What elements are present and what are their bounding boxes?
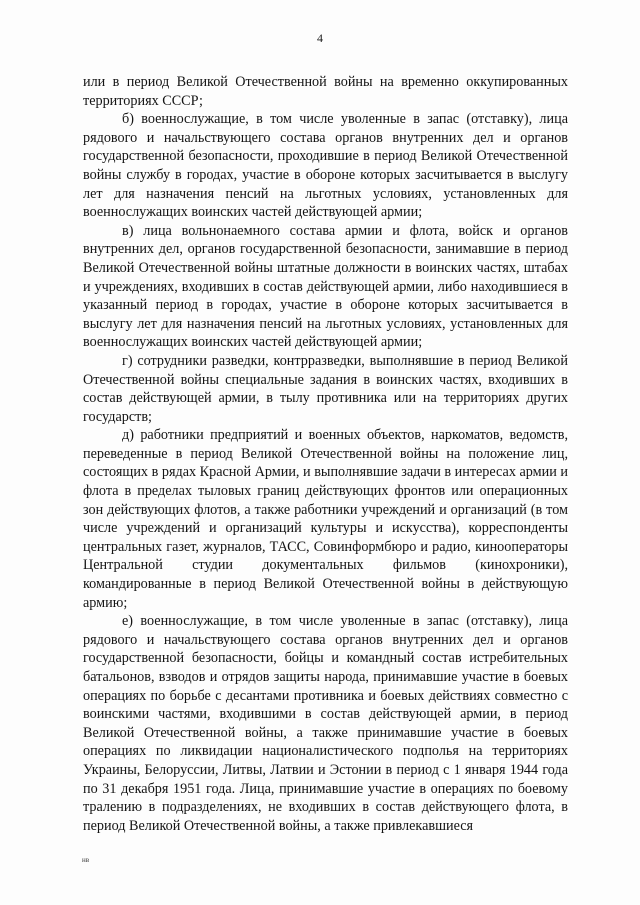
paragraph-continuation: или в период Великой Отечественной войны на временно оккупированных территориях СССР; <box>83 74 568 109</box>
paragraph-v: в) лица вольнонаемного состава армии и флота, войск и органов внутренних дел, органов государственной безопасности, занимавшие в период Великой Отечественной войны штатные должности в воинских частях, штабах и учреждениях, входивших в состав действующей армии, либо находившиеся в указанный период в городах, участие в обороне которых засчитывается в выслугу лет для назначения пенсий на льготных условиях, установленных для военнослужащих воинских частей действующей армии; <box>83 222 568 351</box>
paragraph-e: е) военнослужащие, в том числе уволенные в запас (отставку), лица рядового и начальствующего состава органов внутренних дел и органов государственной безопасности, бойцы и командный состав истребительных батальонов, взводов и отрядов защиты народа, принимавшие участие в боевых операциях по борьбе с десантами противника и боевых действиях совместно с воинскими частями, входившими в состав действующей армии, в период Великой Отечественной войны, а также принимавшие участие в боевых операциях по ликвидации националистического подполья на территориях Украины, Белоруссии, Литвы, Латвии и Эстонии в период с 1 января 1944 года по 31 декабря 1951 года. Лица, принимавшие участие в операциях по боевому тралению в подразделениях, не входивших в состав действующего флота, в период Великой Отечественной войны, а также привлекавшиеся <box>83 613 568 834</box>
paragraph-d: д) работники предприятий и военных объектов, наркоматов, ведомств, переведенные в период Великой Отечественной войны на положение лиц, состоящих в рядах Красной Армии, и выполнявшие задачи в интересах армии и флота в пределах тыловых границ действующих фронтов или операционных зон действующих флотов, а также работники учреждений и организаций (в том числе учреждений и организаций культуры и искусства), корреспонденты центральных газет, журналов, ТАСС, Совинформбюро и радио, кинооператоры Центральной студии документальных фильмов (кинохроники), командированные в период Великой Отечественной войны в действующую армию; <box>83 427 568 611</box>
paragraph-b: б) военнослужащие, в том числе уволенные в запас (отставку), лица рядового и начальствующего состава органов внутренних дел и органов государственной безопасности, проходившие в период Великой Отечественной войны службу в городах, участие в обороне которых засчитывается в выслугу лет для назначения пенсий на льготных условиях, установленных для военнослужащих воинских частей действующей армии; <box>83 111 568 221</box>
paragraph-g: г) сотрудники разведки, контрразведки, выполнявшие в период Великой Отечественной войны специальные задания в воинских частях, входивших в состав действующей армии, в тылу противника или на территориях других государств; <box>83 352 568 425</box>
document-body <box>83 73 568 835</box>
footer-mark: нв <box>82 856 90 864</box>
page-number: 4 <box>317 31 323 45</box>
